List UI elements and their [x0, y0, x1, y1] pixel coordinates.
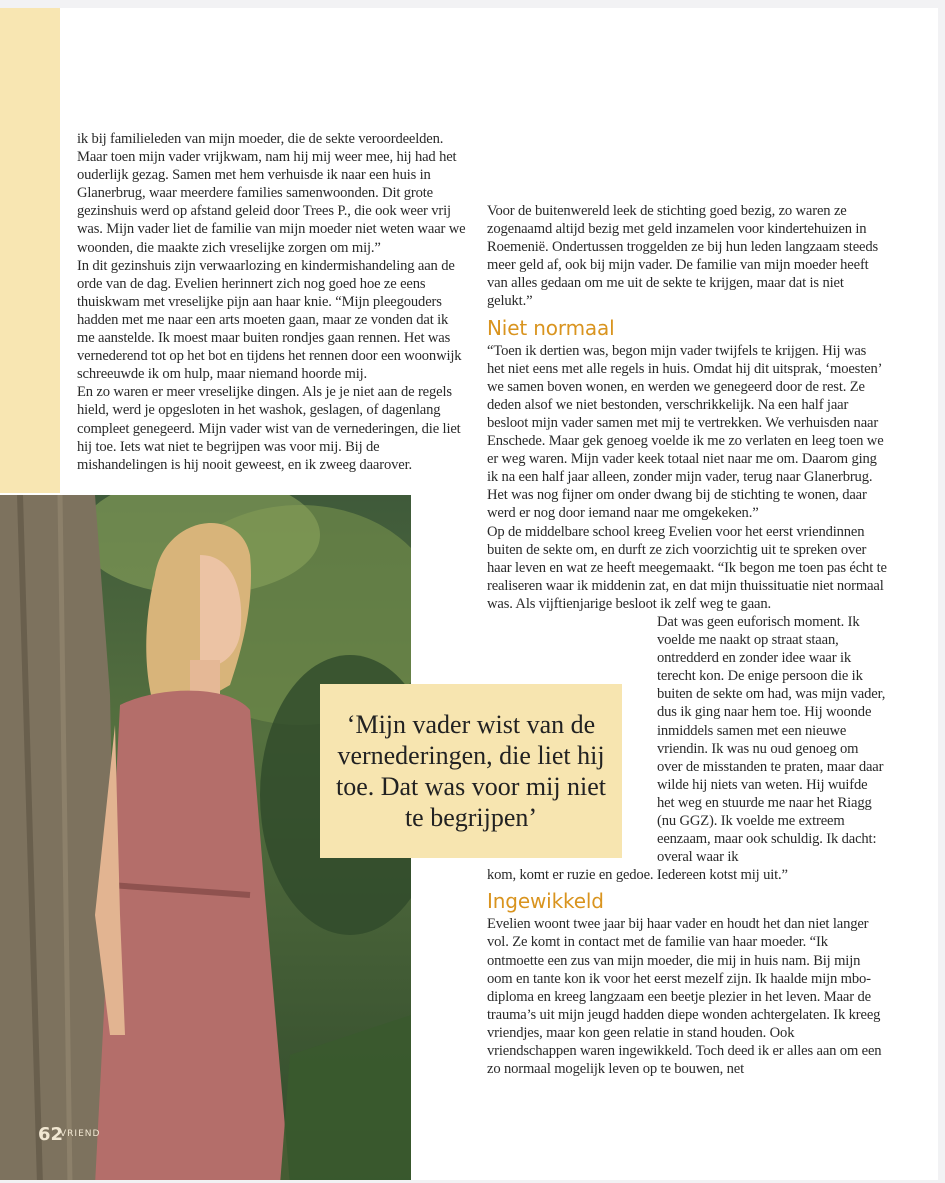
section-heading: Niet normaal: [487, 315, 615, 340]
page-number: 62: [38, 1124, 64, 1145]
pull-quote-text: ‘Mijn vader wist van de vernederingen, die liet hij toe. Dat was voor mij niet te begrijpen’: [335, 710, 607, 832]
magazine-name: VRIEND: [60, 1129, 101, 1139]
paragraph: Voor de buitenwereld leek de stichting goed bezig, zo waren ze zogenaamd altijd bezig met geld inzamelen voor kindertehuizen in Roemenië. Ondertussen troggelden ze bij hun leden langzaam steeds meer geld af, ook bij mijn vader. De familie van mijn moeder heeft van alles gedaan om me uit de sekte te krijgen, maar dat is niet gelukt.”: [487, 203, 879, 310]
section-heading: Ingewikkeld: [487, 889, 604, 914]
paragraph: Evelien woont twee jaar bij haar vader en houdt het dan niet langer vol. Ze komt in contact met de familie van haar moeder. “Ik ontmoette een zus van mijn moeder, die mij in huis nam. Bij mijn oom en tante kon ik voor het eerst mezelf zijn. Ik haalde mijn mbo-diploma en kreeg langzaam een beetje plezier in het leven. Maar de trauma’s uit mijn jeugd hadden diepe wonden achtergelaten. Ik kreeg vriendjes, maar kon geen relatie in stand houden. Ook vriendschappen waren ingewikkeld. Toch deed ik er alles aan om een zo normaal mogelijk leven op te bouwen, net: [487, 916, 882, 1078]
magazine-page: [0, 8, 938, 1180]
paragraph: En zo waren er meer vreselijke dingen. Als je je niet aan de regels hield, werd je opgesloten in het washok, geslagen, of dagenlang compleet genegeerd. Mijn vader wist van de vernederingen, die liet hij toe. Iets wat niet te begrijpen was voor mij. Bij de mishandelingen is hij nooit geweest, en ik zweeg daarover.: [77, 384, 461, 473]
paragraph: Op de middelbare school kreeg Evelien voor het eerst vriendinnen buiten de sekte om, en durft ze zich voorzichtig uit te spreken over haar leven en wat ze heeft meegemaakt. “Ik begon me toen pas écht te realiseren waar ik middenin zat, en dat mijn thuissituatie niet normaal was. Als vijftienjarige besloot ik zelf weg te gaan.: [487, 523, 887, 612]
paragraph: “Toen ik dertien was, begon mijn vader twijfels te krijgen. Hij was het niet eens met alle regels in huis. Omdat hij dit uitsprak, ‘moesten’ we samen boven wonen, en werden we genegeerd door de rest. Ze deden alsof we niet bestonden, verschrikkelijk. Na een half jaar besloot mijn vader samen met mij te vertrekken. We verhuisden naar Enschede. Maar gek genoeg voelde ik me zo verlaten en leeg toen we er weg waren. Mijn vader keek totaal niet naar me om. Daarom ging ik na een half jaar alleen, zonder mijn vader, terug naar Glanerbrug. Het was nog fijner om onder dwang bij de stichting te wonen, daar werd er nog door iemand naar me omgekeken.”: [487, 342, 884, 522]
left-column: [77, 130, 467, 474]
paragraph: In dit gezinshuis zijn verwaarlozing en kindermishandeling aan de orde van de dag. Evelien herinnert zich nog goed hoe ze eens thuiskwam met vreselijke pijn aan haar knie. “Mijn pleegouders hadden met me naar een arts moeten gaan, maar ze vonden dat ik me aanstelde. Ik moest maar buiten rondjes gaan rennen. Het was vernederend tot op het bot en tijdens het rennen door een woonwijk schreeuwde ik om hulp, maar niemand hoorde mij.: [77, 257, 462, 383]
accent-stripe: [0, 8, 60, 493]
right-column: [487, 202, 887, 1078]
pull-quote: [320, 684, 622, 858]
paragraph: kom, komt er ruzie en gedoe. Iedereen kotst mij uit.”: [487, 867, 788, 884]
indented-paragraph: Dat was geen euforisch moment. Ik voelde me naakt op straat staan, ontredderd en zonder idee waar ik terecht kon. De enige persoon die ik buiten de sekte om had, was mijn vader, dus ik ging naar hem toe. Hij woonde inmiddels samen met een nieuwe vriendin. Ik was nu oud genoeg om over de misstanden te praten, maar daar wilde hij niets van weten. Hij wuifde het weg en stuurde me naar het Riagg (nu GGZ). Ik voelde me extreem eenzaam, maar ook schuldig. Ik dacht: overal waar ik: [657, 613, 886, 866]
paragraph: ik bij familieleden van mijn moeder, die de sekte veroordeelden. Maar toen mijn vader vrijkwam, nam hij mij weer mee, hij had het ouderlijk gezag. Samen met hem verhuisde ik naar een huis in Glanerbrug, waar meerdere families samenwoonden. Dit grote gezinshuis werd op afstand geleid door Trees P., die ook weer vrij was. Mijn vader liet de familie van mijn moeder niet weten waar we woonden, die maakte zich vreselijke zorgen om mij.”: [77, 131, 466, 256]
